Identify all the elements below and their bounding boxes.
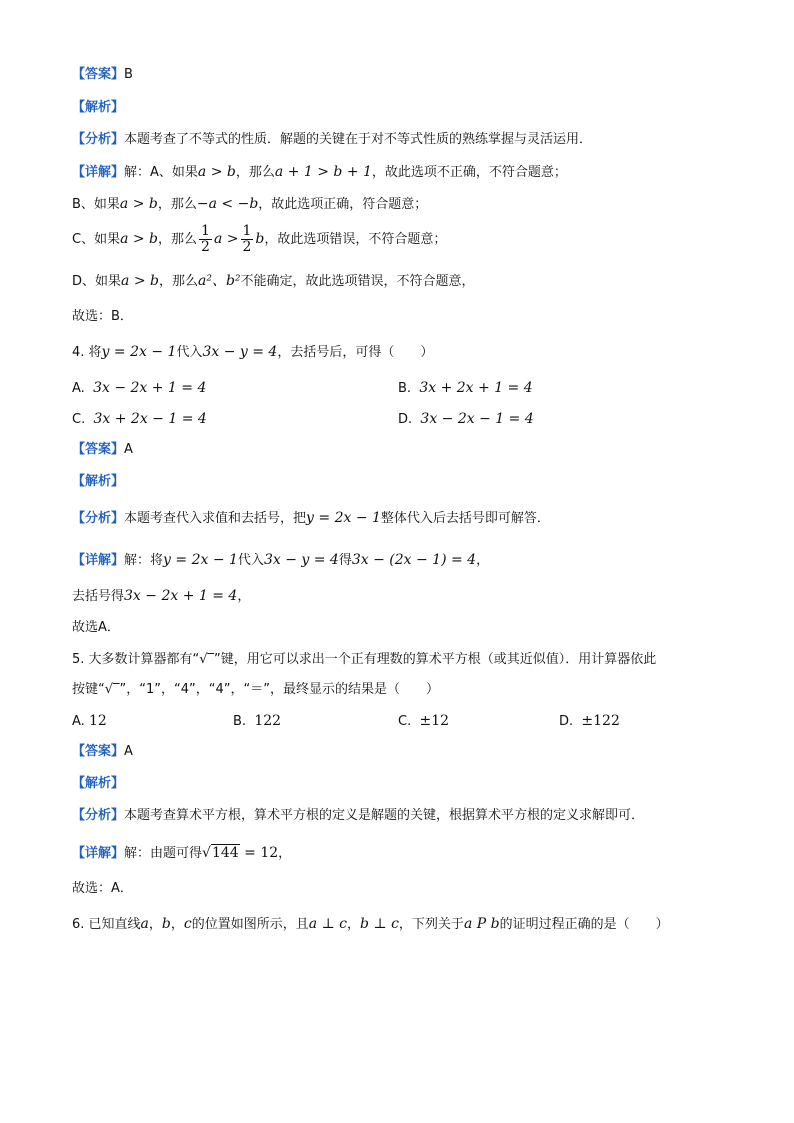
math: a + 1 > b + 1 <box>274 164 372 180</box>
text: D、如果 <box>72 274 122 289</box>
text: 解：由题可得 <box>124 846 203 861</box>
math: 3x − 2x + 1 = 4 <box>93 380 207 396</box>
math: y = 2x − 1 <box>101 344 177 360</box>
math: 3x − (2x − 1) = 4 <box>351 552 477 568</box>
text: 得 <box>338 553 352 568</box>
fenxi-tag: 【分析】 <box>72 511 125 526</box>
analysis-heading <box>72 98 124 118</box>
conclusion: 故选：A． <box>72 881 133 896</box>
math: 3x − 2x − 1 = 4 <box>420 411 534 427</box>
math: a > b <box>119 196 158 212</box>
math: y = 2x − 1 <box>163 552 238 568</box>
fraction-denominator: 2 <box>201 239 210 255</box>
text: 解：将 <box>124 553 164 568</box>
math: 3x + 2x − 1 = 4 <box>93 411 207 427</box>
text: 不能确定，故此选项错误，不符合题意， <box>240 274 475 289</box>
answer-tag: 【答案】 <box>72 442 125 457</box>
text: C、如果 <box>72 232 121 247</box>
option-label: A. <box>72 381 85 396</box>
option-value: 122 <box>254 713 282 729</box>
conclusion-line <box>72 307 133 327</box>
detail-line-b <box>72 194 427 215</box>
option-label: C. <box>398 714 412 729</box>
math: a > b <box>121 273 159 289</box>
option-label: B. <box>398 381 412 396</box>
analysis-heading <box>72 774 124 794</box>
text: ，下列关于 <box>398 917 464 932</box>
math: a > <box>213 231 239 247</box>
math: = 12 <box>239 845 279 861</box>
text: B、如果 <box>72 197 120 212</box>
conclusion-line <box>72 618 120 638</box>
option-value: 12 <box>88 713 107 729</box>
math: b <box>255 231 265 247</box>
fenxi-line <box>72 130 592 150</box>
text: ， <box>148 917 162 932</box>
option-value: ±12 <box>419 713 450 729</box>
detail-line-c <box>72 222 446 257</box>
conclusion-line <box>72 879 133 899</box>
sqrt-sign-icon: √ <box>202 845 211 861</box>
text: ，那么 <box>235 165 275 180</box>
detail-line-d <box>72 271 475 292</box>
fenxi-text: 本题考查算术平方根，算术平方根的定义是解题的关键，根据算术平方根的定义求解即可． <box>124 808 645 823</box>
fenxi-line <box>72 806 644 826</box>
answer-line <box>72 65 133 85</box>
text: ，故此选项正确，符合题意； <box>258 197 428 212</box>
answer-value: A <box>124 744 133 759</box>
math: 3x − y = 4 <box>263 552 339 568</box>
option-label: D. <box>559 714 574 729</box>
text: ，去括号后，可得（ ） <box>277 345 434 360</box>
question-4-stem <box>72 342 433 363</box>
math: 3x − 2x + 1 = 4 <box>124 588 238 604</box>
answer-tag: 【答案】 <box>72 744 125 759</box>
answer-tag: 【答案】 <box>72 67 125 82</box>
sqrt-expression <box>202 844 278 861</box>
math: b <box>161 916 171 932</box>
analysis-tag: 【解析】 <box>72 474 125 489</box>
text: 本题考查代入求值和去括号，把 <box>124 511 307 526</box>
text: 代入 <box>237 553 264 568</box>
option-b <box>233 711 281 732</box>
math: 3x − y = 4 <box>202 344 278 360</box>
math: a > b <box>120 231 159 247</box>
option-label: B. <box>233 714 247 729</box>
fraction <box>199 224 212 255</box>
option-value: ±122 <box>581 713 620 729</box>
text: ，故此选项不正确，不符合题意； <box>371 165 567 180</box>
text: 的证明过程正确的是（ ） <box>499 917 669 932</box>
detail-line <box>72 843 291 864</box>
text: ， <box>237 589 251 604</box>
answer-line <box>72 440 133 460</box>
step-line <box>72 586 250 607</box>
text: ，那么 <box>158 232 198 247</box>
option-b <box>398 378 533 399</box>
fenxi-text: 本题考查了不等式的性质．解题的关键在于对不等式性质的熟练掌握与灵活运用． <box>124 132 593 147</box>
option-d <box>559 711 620 732</box>
question-6-stem <box>72 914 669 935</box>
detail-line <box>72 550 489 571</box>
detail-tag: 【详解】 <box>72 846 125 861</box>
fenxi-line <box>72 508 550 529</box>
detail-line-a <box>72 162 567 183</box>
option-d <box>398 409 534 430</box>
math: a <box>140 916 149 932</box>
math: c <box>183 916 192 932</box>
text: 整体代入后去括号即可解答． <box>380 511 550 526</box>
detail-tag: 【详解】 <box>72 553 125 568</box>
math: a ⊥ c <box>308 916 348 932</box>
option-a <box>72 378 206 399</box>
question-5-stem-line-1 <box>72 650 656 670</box>
conclusion: 故选A． <box>72 620 120 635</box>
math: 3x + 2x + 1 = 4 <box>419 380 533 396</box>
text: ，那么 <box>158 274 198 289</box>
math: y = 2x − 1 <box>306 510 381 526</box>
option-c <box>398 711 449 732</box>
answer-line <box>72 742 133 762</box>
text: 6. 已知直线 <box>72 917 141 932</box>
math: a²、b² <box>197 273 241 289</box>
question-5-stem-line-2 <box>72 680 439 700</box>
fraction-numerator: 1 <box>242 223 252 239</box>
text: ， <box>170 917 184 932</box>
option-label: A. <box>72 714 85 729</box>
analysis-tag: 【解析】 <box>72 100 125 115</box>
math: −a < −b <box>196 196 259 212</box>
fenxi-tag: 【分析】 <box>72 808 125 823</box>
option-c <box>72 409 207 430</box>
radicand: 144 <box>211 845 239 861</box>
fraction-denominator: 2 <box>242 239 252 255</box>
answer-value: B <box>124 67 133 82</box>
option-a <box>72 711 107 732</box>
text: ， <box>278 846 292 861</box>
analysis-tag: 【解析】 <box>72 776 125 791</box>
text: 5. 大多数计算器都有“√‾”键，用它可以求出一个正有理数的算术平方根（或其近似值）．用计算器依此 <box>72 652 657 667</box>
text: 去括号得 <box>72 589 125 604</box>
math: b ⊥ c <box>360 916 399 932</box>
text: ，故此选项错误，不符合题意； <box>264 232 447 247</box>
fraction-numerator: 1 <box>201 223 210 239</box>
option-label: C. <box>72 412 86 427</box>
math: a > b <box>197 164 236 180</box>
fenxi-tag: 【分析】 <box>72 132 125 147</box>
text: ， <box>476 553 490 568</box>
detail-tag: 【详解】 <box>72 165 125 180</box>
math: a P b <box>463 916 500 932</box>
text: 解：A、如果 <box>124 165 198 180</box>
text: ，那么 <box>157 197 197 212</box>
answer-value: A <box>124 442 133 457</box>
text: ， <box>347 917 361 932</box>
text: 按键“√‾”，“1”，“4”，“4”，“＝”，最终显示的结果是（ ） <box>72 682 439 697</box>
conclusion: 故选：B． <box>72 309 133 324</box>
fraction <box>241 224 254 255</box>
analysis-heading <box>72 472 124 492</box>
text: 代入 <box>176 345 203 360</box>
text: 4. 将 <box>72 345 102 360</box>
text: 的位置如图所示，且 <box>191 917 309 932</box>
option-label: D. <box>398 412 413 427</box>
